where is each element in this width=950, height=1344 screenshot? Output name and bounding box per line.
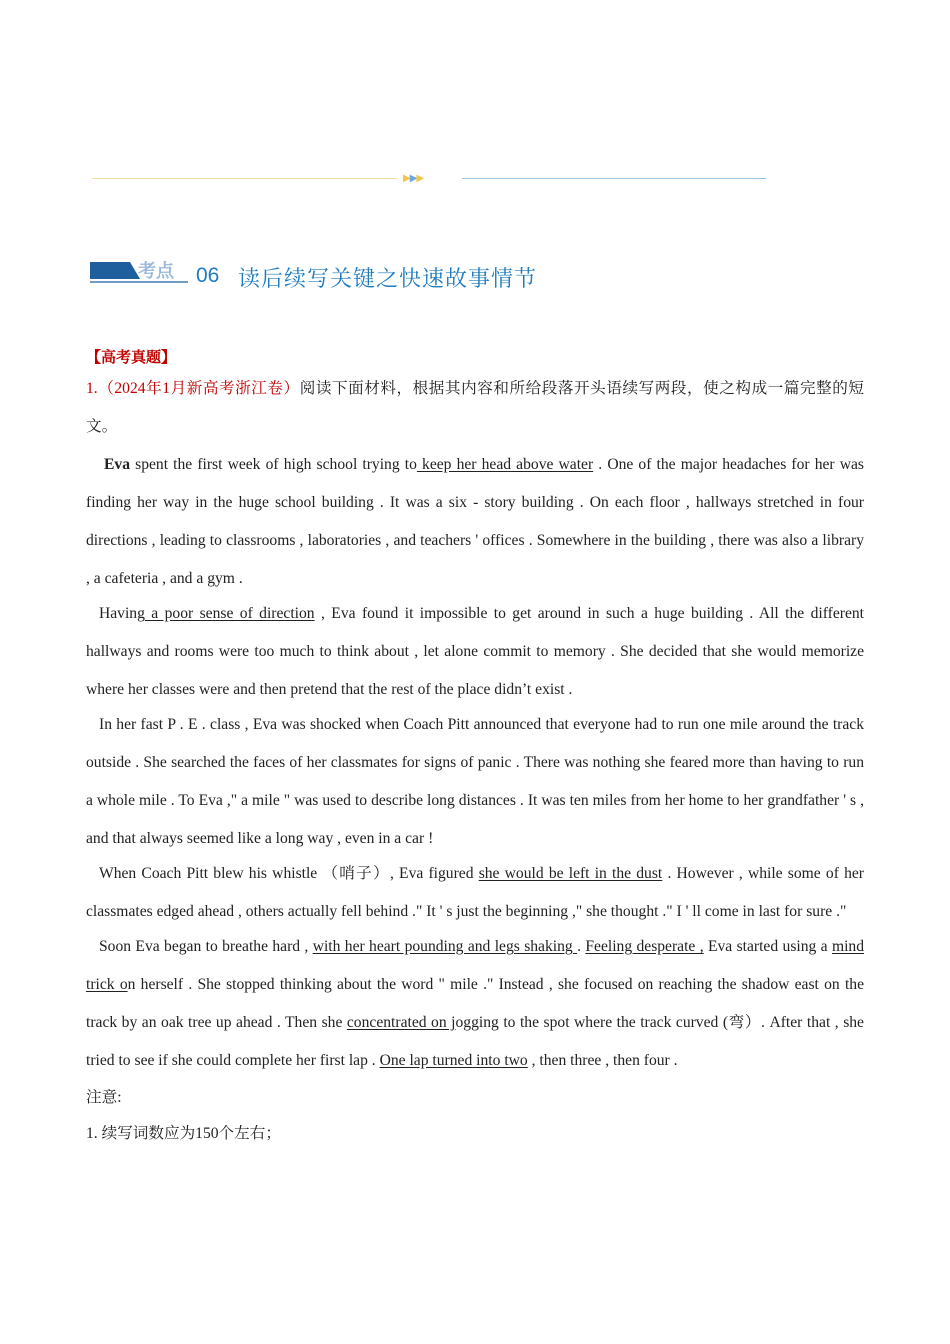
section-label: 【高考真题】 <box>86 348 177 366</box>
story-name: Eva <box>104 456 130 473</box>
p3-text-1: In her fast P . E . class , Eva was shocked when Coach Pitt announced that everyone had to run one mile around the track outside . She searched the faces of her classmates for signs of panic . There was nothing she feared more than having to run a whole mile . To Eva ," a mile " was used to describe long distances . It was ten miles from her home to her grandfather ' s , and that always seemed like a long way , even in a car ! <box>86 716 864 847</box>
section-heading <box>90 256 650 292</box>
kaodian-badge <box>90 256 190 286</box>
badge-label: 考点 <box>138 261 174 282</box>
question-prompt <box>86 370 864 446</box>
p1-underlined-1: keep her head above water <box>416 456 594 473</box>
question-instruction: 阅读下面材料，根据其内容和所给段落开头语续写两段，使之构成一篇完整的短文。 <box>86 380 864 435</box>
p5-underlined-2: Feeling desperate , <box>585 938 704 955</box>
heading-number: 06 <box>196 264 220 287</box>
p2-text-1: Having <box>99 605 145 622</box>
story-paragraph-3 <box>86 706 864 858</box>
p5-text-5: ogging to the spot where the track curved (弯）. After that , she tried to see if she could complete her first lap . <box>86 1014 864 1069</box>
notes-item-1: 1. 续写词数应为150个左右； <box>86 1125 281 1142</box>
p2-text-2: , Eva found it impossible to get around in such a huge building . All the different hallways and rooms were too much to think about , let alone commit to memory . She decided that she would memorize where her classes were and then pretend that the rest of the place didn’t exist . <box>86 605 865 698</box>
divider-line-left <box>92 178 397 179</box>
p5-underlined-3: mind trick o <box>86 938 865 993</box>
story-paragraph-1 <box>86 446 864 598</box>
p5-underlined-1: with her heart pounding and legs shaking <box>312 938 578 955</box>
story-paragraph-5 <box>86 928 864 1080</box>
page-title: 读后续写关键之快速故事情节 <box>238 267 538 292</box>
notes-label: 注意: <box>86 1089 122 1106</box>
story-paragraph-2 <box>86 595 864 709</box>
p4-underlined-1: she would be left in the dust <box>478 865 663 882</box>
p1-text-1: spent the first week of high school trying to <box>130 456 417 473</box>
p5-text-4: n herself . She stopped thinking about the word " mile ." Instead , she focused on reaching the shadow east on the track by an oak tree up ahead . Then she <box>86 976 865 1031</box>
header-divider <box>92 172 766 186</box>
story-paragraph-4 <box>86 855 864 931</box>
p2-underlined-1: a poor sense of direction <box>144 605 315 622</box>
question-source: 1.（2024年1月新高考浙江卷） <box>86 380 300 397</box>
p5-text-1: Soon Eva began to breathe hard , <box>99 938 313 955</box>
p4-text-1: When Coach Pitt blew his whistle （哨子）, Eva figured <box>99 865 479 882</box>
divider-line-right <box>462 178 766 179</box>
p5-underlined-4: concentrated on j <box>346 1014 456 1031</box>
triple-arrow-icon: ▶▶▶ <box>403 173 424 184</box>
document-body <box>86 344 864 1152</box>
p5-underlined-5: One lap turned into two <box>379 1052 528 1069</box>
p5-text-6: , then three , then four . <box>527 1052 678 1069</box>
p5-text-3: Eva started using a <box>703 938 832 955</box>
p5-text-2: . <box>577 938 586 955</box>
p1-text-2: . One of the major headaches for her was finding her way in the huge school building . It was a six - story building . On each floor , hallways stretched in four directions , leading to classrooms , laboratories , and teachers ' offices . Somewhere in the building , there was also a library , a cafeteria , and a gym . <box>86 456 864 587</box>
p4-text-2: . However , while some of her classmates edged ahead , others actually fell behind ." It ' s just the beginning ," she thought ." I ' ll come in last for sure ." <box>86 865 864 920</box>
